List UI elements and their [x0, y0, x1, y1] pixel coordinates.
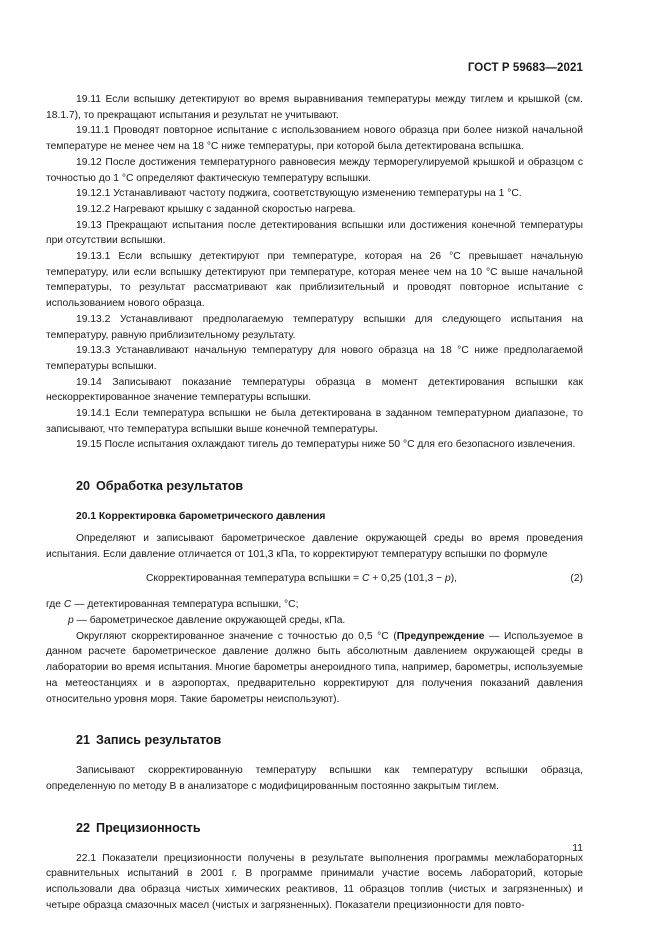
para-19-13-1: 19.13.1 Если вспышку детектируют при температуре, которая на 26 °С превышает начальную температуру, или если вспышку детектируют при температуре, которая менее чем на 10 °С выше начальной температуры, то результат рассматривают как приблизительный и проводят повторное испытание с использованием нового образца. — [46, 251, 583, 310]
formula-expression: Скорректированная температура вспышки = C + 0,25 (101,3 − p), — [146, 573, 458, 585]
para-19-14: 19.14 Записывают показание температуры образца в момент детектирования вспышки как нескорректированное значение температуры вспышки. — [46, 376, 583, 404]
formula-number: (2) — [570, 573, 583, 585]
page-number: 11 — [572, 843, 583, 854]
para-rounding-warning: Округляют скорректированное значение с точностью до 0,5 °С (Предупреждение — Используемое в данном расчете барометрическое давление должно быть абсолютным давлением окружающей среды в лаборатории во время испытания. Многие барометры анероидного типа, например, барометры, используемые на метеостанциях и в аэропортах, предварительно корректируют для получения показаний давления относительно уровня моря. Такие барометры неиспользуют). — [46, 630, 583, 705]
subsection-20-1-heading: 20.1 Корректировка барометрического давления — [76, 511, 326, 523]
para-19-11-1: 19.11.1 Проводят повторное испытание с использованием нового образца при более низкой начальной температуре не менее чем на 18 °С ниже температуры, при которой была детектирована вспышка. — [46, 125, 583, 153]
para-19-12-1: 19.12.1 Устанавливают частоту поджига, соответствующую изменению температуры на 1 °С. — [76, 188, 522, 200]
para-19-12: 19.12 После достижения температурного равновесия между терморегулируемой крышкой и образцом с точностью до 1 °С определяют фактическую температуру вспышки. — [46, 156, 583, 184]
para-19-13: 19.13 Прекращают испытания после детектирования вспышки или достижения конечной температуры при отсутствии вспышки. — [46, 219, 583, 247]
para-19-11: 19.11 Если вспышку детектируют во время выравнивания температуры между тиглем и крышкой (см. 18.1.7), то прекращают испытания и результат не учитывают. — [46, 94, 583, 121]
para-21: Записывают скорректированную температуру вспышки как температуру вспышки образца, определенную по методу В в анализаторе с модифицированным постоянно закрытым тиглем. — [46, 765, 583, 792]
formula-2 — [46, 571, 583, 587]
para-19-13-2: 19.13.2 Устанавливают предполагаемую температуру вспышки для следующего испытания на температуру, равную приблизительному результату. — [46, 313, 583, 341]
para-19-14-1: 19.14.1 Если температура вспышки не была детектирована в заданном температурном диапазоне, то записывают, что температура вспышки выше конечной температуры. — [46, 408, 583, 435]
where-p: p — барометрическое давление окружающей среды, кПа. — [68, 614, 346, 626]
para-20-1-intro: Определяют и записывают барометрическое давление окружающей среды во время проведения испытания. Если давление отличается от 101,3 кПа, то корректируют температуру вспышки по формуле — [46, 532, 583, 560]
document-body — [46, 92, 583, 913]
para-19-12-2: 19.12.2 Нагревают крышку с заданной скоростью нагрева. — [76, 203, 356, 215]
section-20-heading: 20 Обработка результатов — [76, 479, 244, 494]
para-19-13-3: 19.13.3 Устанавливают начальную температуру для нового образца на 18 °С ниже предполагаемой температуры вспышки. — [46, 345, 583, 372]
section-22-heading: 22 Прецизионность — [76, 820, 201, 835]
para-19-15: 19.15 После испытания охлаждают тигель до температуры ниже 50 °С для его безопасного извлечения. — [76, 439, 576, 451]
para-22-1: 22.1 Показатели прецизионности получены в результате выполнения программы межлабораторных сравнительных испытаний в 2001 г. В программе принимали участие восемь лабораторий, которые использовали два образца чистых химических реактивов, 11 образцов топлив (чистых и загрязненных) и четыре образца смазочных масел (чистых и загрязненных). Показатели прецизионности для повто- — [46, 852, 583, 911]
document-header: ГОСТ Р 59683—2021 — [467, 62, 583, 74]
where-c: где C — детектированная температура вспышки, °С; — [46, 599, 299, 611]
section-21-heading: 21 Запись результатов — [76, 733, 222, 748]
